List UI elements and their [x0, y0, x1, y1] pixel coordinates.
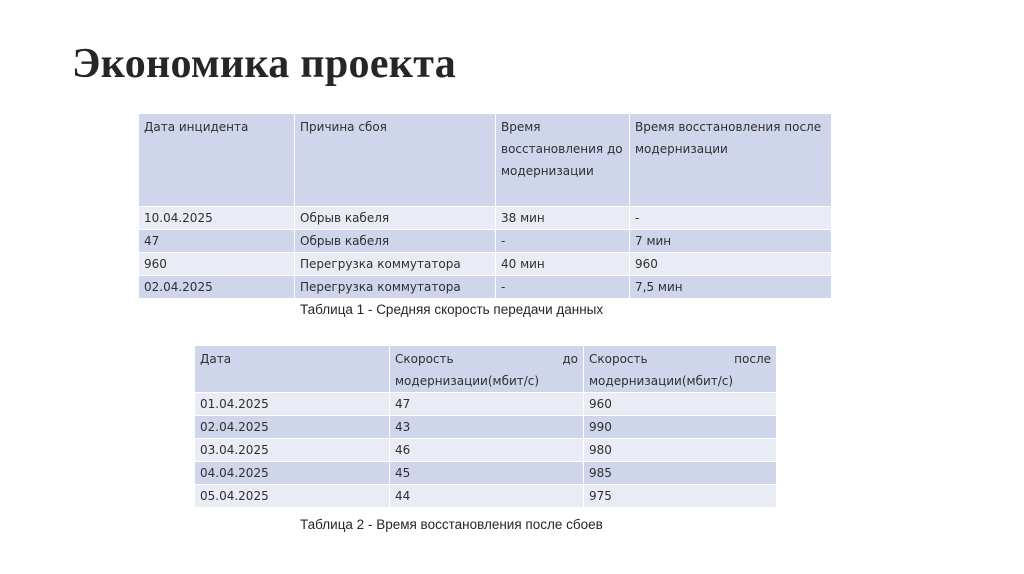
table-row — [195, 439, 777, 462]
table-cell: 960 — [630, 253, 832, 276]
table-cell: 960 — [139, 253, 295, 276]
table-cell: 990 — [584, 416, 777, 439]
table-cell: 02.04.2025 — [195, 416, 390, 439]
column-header-speed-before — [390, 346, 584, 393]
table-row — [195, 393, 777, 416]
table-cell: 47 — [139, 230, 295, 253]
table-row — [139, 276, 832, 299]
column-header-date: Дата — [195, 346, 390, 393]
table-cell: 45 — [390, 462, 584, 485]
header-line — [395, 348, 578, 370]
table-cell: Обрыв кабеля — [295, 230, 496, 253]
slide-title: Экономика проекта — [72, 41, 457, 87]
table-cell: 985 — [584, 462, 777, 485]
column-header-recovery-before: Время восстановления до модернизации — [496, 114, 630, 207]
table-cell: 03.04.2025 — [195, 439, 390, 462]
table1-caption: Таблица 1 - Средняя скорость передачи данных — [300, 302, 604, 317]
header-line — [589, 348, 771, 370]
header-line: модернизации(мбит/с) — [395, 374, 540, 388]
table-cell: 7 мин — [630, 230, 832, 253]
header-word: до — [562, 352, 578, 366]
table-cell: - — [630, 207, 832, 230]
column-header-failure-cause: Причина сбоя — [295, 114, 496, 207]
table-cell: 7,5 мин — [630, 276, 832, 299]
table-cell: 05.04.2025 — [195, 485, 390, 508]
table-cell: 04.04.2025 — [195, 462, 390, 485]
table-row — [195, 416, 777, 439]
column-header-recovery-after: Время восстановления после модернизации — [630, 114, 832, 207]
speed-table — [194, 345, 777, 508]
table-row — [139, 207, 832, 230]
table-cell: Перегрузка коммутатора — [295, 276, 496, 299]
header-word: Скорость — [589, 352, 648, 366]
incident-table — [138, 113, 832, 299]
table-row — [139, 253, 832, 276]
column-header-incident-date: Дата инцидента — [139, 114, 295, 207]
table-cell: Обрыв кабеля — [295, 207, 496, 230]
table-cell: 46 — [390, 439, 584, 462]
table-row — [139, 230, 832, 253]
table-cell: 44 — [390, 485, 584, 508]
table-row — [195, 485, 777, 508]
table-cell: 47 — [390, 393, 584, 416]
table-cell: 980 — [584, 439, 777, 462]
header-word: Скорость — [395, 352, 454, 366]
table2-caption: Таблица 2 - Время восстановления после сбоев — [300, 517, 603, 532]
table-cell: 960 — [584, 393, 777, 416]
table-cell: 38 мин — [496, 207, 630, 230]
table-cell: 975 — [584, 485, 777, 508]
table-cell: 43 — [390, 416, 584, 439]
header-line: модернизации(мбит/с) — [589, 374, 734, 388]
table-cell: 40 мин — [496, 253, 630, 276]
table-cell: - — [496, 230, 630, 253]
table-row — [195, 462, 777, 485]
table-cell: Перегрузка коммутатора — [295, 253, 496, 276]
table-cell: 10.04.2025 — [139, 207, 295, 230]
column-header-speed-after — [584, 346, 777, 393]
header-word: после — [734, 352, 771, 366]
table-cell: 02.04.2025 — [139, 276, 295, 299]
table-header-row — [139, 114, 832, 207]
table-cell: 01.04.2025 — [195, 393, 390, 416]
table-header-row — [195, 346, 777, 393]
table-cell: - — [496, 276, 630, 299]
